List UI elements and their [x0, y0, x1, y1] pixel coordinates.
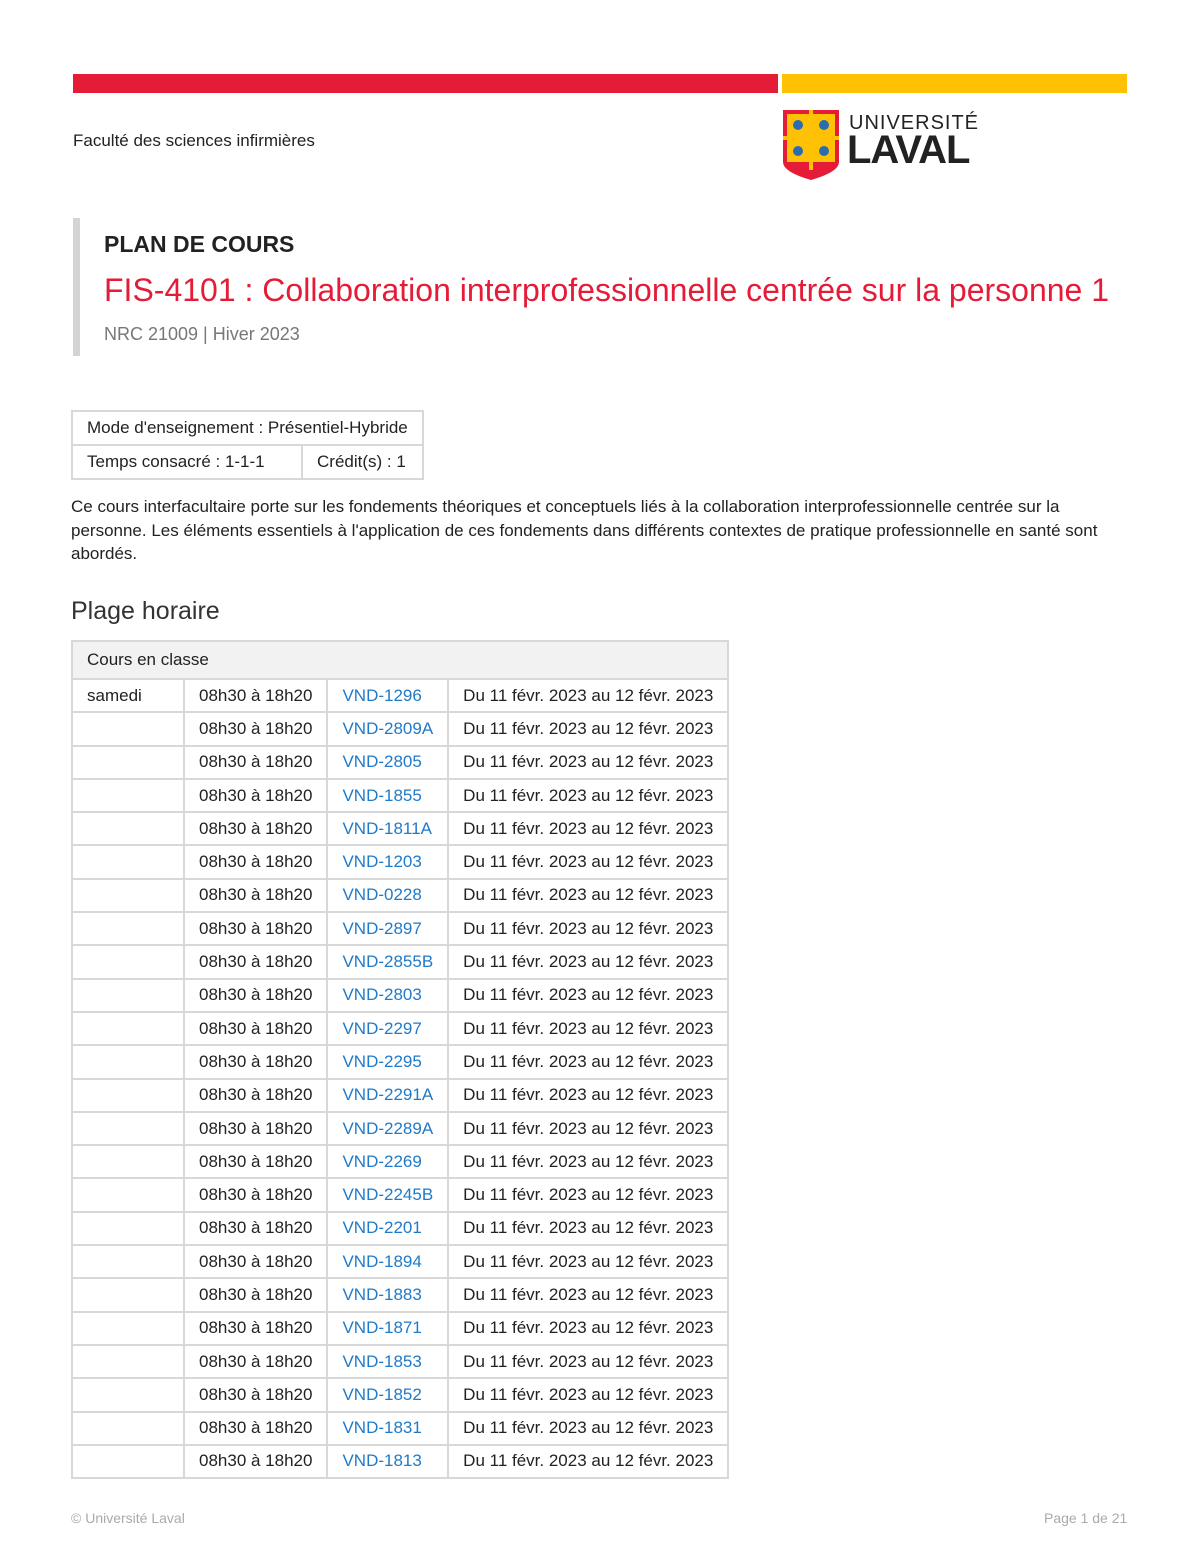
- table-row: [72, 1412, 728, 1445]
- table-row: [72, 679, 728, 712]
- schedule-room-cell: [327, 1445, 448, 1478]
- schedule-day-cell: [72, 1045, 184, 1078]
- schedule-dates-cell: Du 11 févr. 2023 au 12 févr. 2023: [448, 812, 728, 845]
- schedule-time-cell: 08h30 à 18h20: [184, 1012, 327, 1045]
- room-link[interactable]: VND-2809A: [342, 718, 434, 738]
- room-link[interactable]: VND-2803: [342, 985, 422, 1005]
- table-row: [72, 979, 728, 1012]
- room-link[interactable]: VND-2289A: [342, 1118, 434, 1138]
- schedule-dates-cell: Du 11 févr. 2023 au 12 févr. 2023: [448, 1345, 728, 1378]
- university-logo: [781, 108, 980, 182]
- schedule-time-cell: 08h30 à 18h20: [184, 1245, 327, 1278]
- room-link[interactable]: VND-1852: [342, 1384, 422, 1404]
- schedule-dates-cell: Du 11 févr. 2023 au 12 févr. 2023: [448, 779, 728, 812]
- schedule-day-cell: [72, 1412, 184, 1445]
- course-info-table: [71, 410, 424, 480]
- schedule-time-cell: 08h30 à 18h20: [184, 679, 327, 712]
- table-row: [72, 779, 728, 812]
- table-row: [72, 1245, 728, 1278]
- schedule-time-cell: 08h30 à 18h20: [184, 945, 327, 978]
- schedule-room-cell: [327, 1345, 448, 1378]
- room-link[interactable]: VND-1855: [342, 785, 422, 805]
- schedule-day-cell: [72, 912, 184, 945]
- schedule-day-cell: [72, 1112, 184, 1145]
- schedule-dates-cell: Du 11 févr. 2023 au 12 févr. 2023: [448, 845, 728, 878]
- schedule-dates-cell: Du 11 févr. 2023 au 12 févr. 2023: [448, 1145, 728, 1178]
- schedule-room-cell: [327, 746, 448, 779]
- schedule-day-cell: [72, 1079, 184, 1112]
- schedule-dates-cell: Du 11 févr. 2023 au 12 févr. 2023: [448, 1212, 728, 1245]
- schedule-dates-cell: Du 11 févr. 2023 au 12 févr. 2023: [448, 1412, 728, 1445]
- course-nrc-term: NRC 21009 | Hiver 2023: [104, 324, 300, 344]
- footer-page-number: Page 1 de 21: [1044, 1510, 1128, 1526]
- course-title: FIS-4101 : Collaboration interprofessionnelle centrée sur la personne 1: [104, 272, 1110, 308]
- schedule-table-header: [72, 641, 728, 679]
- table-row: [72, 1445, 728, 1478]
- schedule-room-cell: [327, 779, 448, 812]
- table-row: [72, 1012, 728, 1045]
- table-row: [72, 1112, 728, 1145]
- room-link[interactable]: VND-2805: [342, 752, 422, 772]
- schedule-room-cell: [327, 679, 448, 712]
- schedule-day-cell: [72, 746, 184, 779]
- schedule-room-cell: [327, 912, 448, 945]
- schedule-dates-cell: Du 11 févr. 2023 au 12 févr. 2023: [448, 912, 728, 945]
- schedule-heading: Plage horaire: [71, 597, 220, 625]
- room-link[interactable]: VND-0228: [342, 885, 422, 905]
- table-row: [72, 712, 728, 745]
- logo-text-universite: UNIVERSITÉ: [849, 112, 980, 134]
- schedule-room-cell: [327, 845, 448, 878]
- faculty-name: Faculté des sciences infirmières: [73, 131, 315, 150]
- schedule-time-cell: 08h30 à 18h20: [184, 1145, 327, 1178]
- schedule-day-cell: [72, 879, 184, 912]
- room-link[interactable]: VND-2201: [342, 1218, 422, 1238]
- table-row: [72, 945, 728, 978]
- table-row: [72, 912, 728, 945]
- room-link[interactable]: VND-1883: [342, 1284, 422, 1304]
- schedule-day-cell: [72, 979, 184, 1012]
- schedule-dates-cell: Du 11 févr. 2023 au 12 févr. 2023: [448, 1278, 728, 1311]
- room-link[interactable]: VND-1811A: [342, 818, 432, 838]
- schedule-dates-cell: Du 11 févr. 2023 au 12 févr. 2023: [448, 1012, 728, 1045]
- schedule-time-cell: 08h30 à 18h20: [184, 1178, 327, 1211]
- schedule-day-cell: samedi: [72, 679, 184, 712]
- schedule-time-cell: 08h30 à 18h20: [184, 1445, 327, 1478]
- schedule-room-cell: [327, 712, 448, 745]
- schedule-day-cell: [72, 1178, 184, 1211]
- room-link[interactable]: VND-1871: [342, 1318, 422, 1338]
- schedule-time-cell: 08h30 à 18h20: [184, 712, 327, 745]
- schedule-dates-cell: Du 11 févr. 2023 au 12 févr. 2023: [448, 979, 728, 1012]
- table-row: [72, 1212, 728, 1245]
- schedule-dates-cell: Du 11 févr. 2023 au 12 févr. 2023: [448, 679, 728, 712]
- schedule-room-cell: [327, 1412, 448, 1445]
- table-row: [72, 1145, 728, 1178]
- table-row: [72, 1312, 728, 1345]
- schedule-time-cell: 08h30 à 18h20: [184, 1378, 327, 1411]
- table-row: [72, 746, 728, 779]
- schedule-room-cell: [327, 1112, 448, 1145]
- schedule-day-cell: [72, 1012, 184, 1045]
- room-link[interactable]: VND-1813: [342, 1451, 422, 1471]
- plan-de-cours-label: PLAN DE COURS: [104, 231, 295, 257]
- schedule-room-cell: [327, 1245, 448, 1278]
- schedule-time-cell: 08h30 à 18h20: [184, 845, 327, 878]
- schedule-day-cell: [72, 1378, 184, 1411]
- schedule-time-cell: 08h30 à 18h20: [184, 1112, 327, 1145]
- schedule-time-cell: 08h30 à 18h20: [184, 912, 327, 945]
- room-link[interactable]: VND-1831: [342, 1418, 422, 1438]
- table-row: [72, 1278, 728, 1311]
- schedule-dates-cell: Du 11 févr. 2023 au 12 févr. 2023: [448, 1378, 728, 1411]
- table-row: [72, 845, 728, 878]
- header-red-bar: [73, 74, 778, 93]
- room-link[interactable]: VND-2291A: [342, 1085, 434, 1105]
- schedule-time-cell: 08h30 à 18h20: [184, 1312, 327, 1345]
- schedule-day-cell: [72, 712, 184, 745]
- table-row: [72, 879, 728, 912]
- room-link[interactable]: VND-2897: [342, 918, 422, 938]
- schedule-day-cell: [72, 1145, 184, 1178]
- room-link[interactable]: VND-2295: [342, 1051, 422, 1071]
- schedule-day-cell: [72, 1345, 184, 1378]
- schedule-day-cell: [72, 812, 184, 845]
- schedule-time-cell: 08h30 à 18h20: [184, 979, 327, 1012]
- room-link[interactable]: VND-1894: [342, 1251, 422, 1271]
- room-link[interactable]: VND-1296: [342, 685, 422, 705]
- schedule-header-label: Cours en classe: [72, 641, 728, 679]
- table-row: [72, 812, 728, 845]
- schedule-dates-cell: Du 11 févr. 2023 au 12 févr. 2023: [448, 1045, 728, 1078]
- schedule-dates-cell: Du 11 févr. 2023 au 12 févr. 2023: [448, 712, 728, 745]
- table-row: [72, 1178, 728, 1211]
- table-row: [72, 1079, 728, 1112]
- header-gold-bar: [782, 74, 1127, 93]
- schedule-dates-cell: Du 11 févr. 2023 au 12 févr. 2023: [448, 1312, 728, 1345]
- schedule-dates-cell: Du 11 févr. 2023 au 12 févr. 2023: [448, 1178, 728, 1211]
- shield-icon: [781, 108, 841, 182]
- teaching-mode: Mode d'enseignement : Présentiel-Hybride: [72, 411, 423, 445]
- schedule-time-cell: 08h30 à 18h20: [184, 1045, 327, 1078]
- schedule-room-cell: [327, 979, 448, 1012]
- schedule-time-cell: 08h30 à 18h20: [184, 779, 327, 812]
- room-link[interactable]: VND-2297: [342, 1018, 422, 1038]
- schedule-dates-cell: Du 11 févr. 2023 au 12 févr. 2023: [448, 746, 728, 779]
- schedule-time-cell: 08h30 à 18h20: [184, 1079, 327, 1112]
- credits: Crédit(s) : 1: [302, 445, 423, 479]
- schedule-time-cell: 08h30 à 18h20: [184, 879, 327, 912]
- table-row: [72, 1045, 728, 1078]
- logo-text-laval: LAVAL: [847, 128, 970, 172]
- schedule-time-cell: 08h30 à 18h20: [184, 1345, 327, 1378]
- schedule-room-cell: [327, 1178, 448, 1211]
- schedule-room-cell: [327, 1145, 448, 1178]
- schedule-room-cell: [327, 812, 448, 845]
- schedule-day-cell: [72, 779, 184, 812]
- schedule-dates-cell: Du 11 févr. 2023 au 12 févr. 2023: [448, 879, 728, 912]
- course-header: [73, 218, 1140, 356]
- schedule-dates-cell: Du 11 févr. 2023 au 12 févr. 2023: [448, 1445, 728, 1478]
- schedule-day-cell: [72, 845, 184, 878]
- schedule-time-cell: 08h30 à 18h20: [184, 1278, 327, 1311]
- course-description: Ce cours interfacultaire porte sur les fondements théoriques et conceptuels liés à la collaboration interprofessionnelle centrée sur la personne. Les éléments essentiels à l'application de ces fondements dans différents contextes de pratique professionnelle en santé sont abordés.: [71, 497, 1098, 563]
- schedule-room-cell: [327, 1312, 448, 1345]
- room-link[interactable]: VND-1853: [342, 1351, 422, 1371]
- schedule-dates-cell: Du 11 févr. 2023 au 12 févr. 2023: [448, 1245, 728, 1278]
- schedule-dates-cell: Du 11 févr. 2023 au 12 févr. 2023: [448, 1079, 728, 1112]
- schedule-room-cell: [327, 1212, 448, 1245]
- schedule-dates-cell: Du 11 févr. 2023 au 12 févr. 2023: [448, 1112, 728, 1145]
- schedule-room-cell: [327, 1012, 448, 1045]
- schedule-room-cell: [327, 879, 448, 912]
- schedule-day-cell: [72, 1212, 184, 1245]
- schedule-time-cell: 08h30 à 18h20: [184, 746, 327, 779]
- room-link[interactable]: VND-2245B: [342, 1185, 434, 1205]
- room-link[interactable]: VND-1203: [342, 852, 422, 872]
- schedule-time-cell: 08h30 à 18h20: [184, 1212, 327, 1245]
- footer-copyright: © Université Laval: [71, 1510, 185, 1526]
- schedule-room-cell: [327, 1079, 448, 1112]
- room-link[interactable]: VND-2855B: [342, 952, 434, 972]
- schedule-room-cell: [327, 1278, 448, 1311]
- schedule-time-cell: 08h30 à 18h20: [184, 1412, 327, 1445]
- time-allocation: Temps consacré : 1-1-1: [72, 445, 302, 479]
- schedule-dates-cell: Du 11 févr. 2023 au 12 févr. 2023: [448, 945, 728, 978]
- room-link[interactable]: VND-2269: [342, 1151, 422, 1171]
- schedule-day-cell: [72, 1278, 184, 1311]
- schedule-room-cell: [327, 1378, 448, 1411]
- schedule-time-cell: 08h30 à 18h20: [184, 812, 327, 845]
- table-row: [72, 1378, 728, 1411]
- schedule-room-cell: [327, 1045, 448, 1078]
- schedule-day-cell: [72, 1245, 184, 1278]
- table-row: [72, 1345, 728, 1378]
- schedule-room-cell: [327, 945, 448, 978]
- schedule-day-cell: [72, 945, 184, 978]
- schedule-table: [71, 640, 729, 1479]
- schedule-day-cell: [72, 1445, 184, 1478]
- schedule-day-cell: [72, 1312, 184, 1345]
